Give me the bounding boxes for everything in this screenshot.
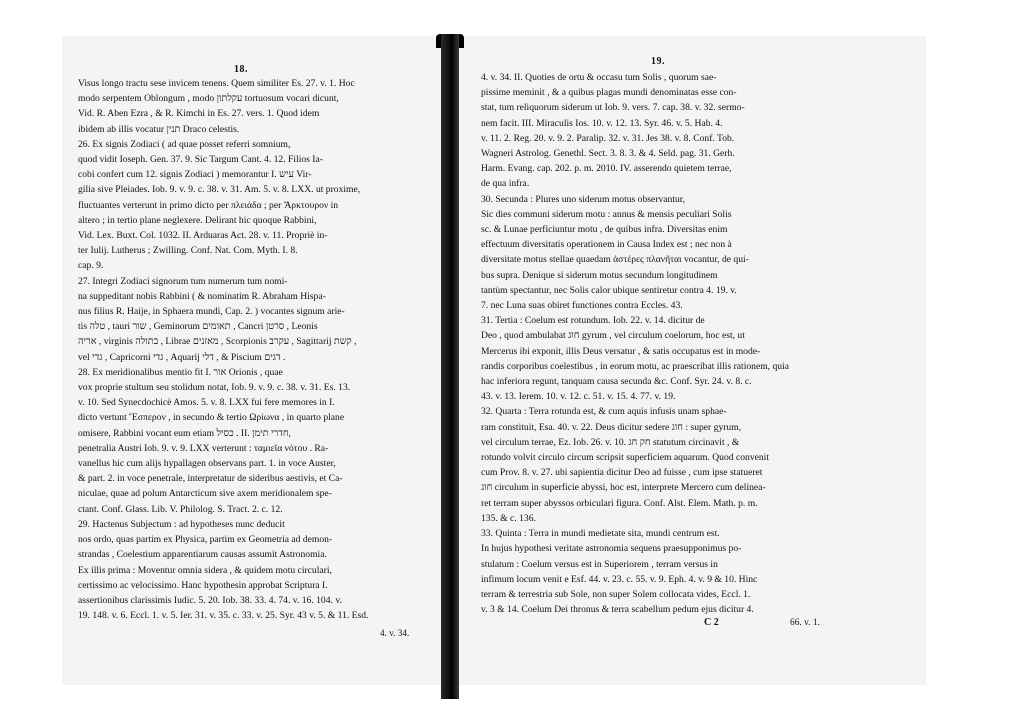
text-line: modo serpentem Oblongum , modo עקלתון tortuosum vocari dicunt, <box>78 93 339 105</box>
text-line: 19. 148. v. 6. Eccl. 1. v. 5. Ier. 31. v. 35. c. 33. v. 25. Syr. 43 v. 5. & 11. Esd. <box>78 610 369 622</box>
text-line: 33. Quinta : Terra in mundi medietate sita, mundi centrum est. <box>481 528 720 540</box>
text-line: vel גדי , Capricorni גדי , Aquarij דלי , & Piscium דגים . <box>78 351 286 363</box>
text-line: Vid. Lex. Buxt. Col. 1032. II. Arduaras Act. 28. v. 11. Propriè in- <box>78 230 328 242</box>
text-line: v. 10. Sed Synecdochicè Amos. 5. v. 8. LXX fui fere memores in I. <box>78 397 335 409</box>
text-line: nos ordo, quas partim ex Physica, partim ex Geometria ad demon- <box>78 534 333 546</box>
text-line: fluctuantes verterunt in primo dicto per πλειάδα ; per Ἄρκτουρον in <box>78 199 339 211</box>
text-line: rotundo volvit circulo circum scripsit superficiem aquarum. Quod convenit <box>481 452 770 464</box>
text-line: 4. v. 34. II. Quoties de ortu & occasu tum Solis , quorum sae- <box>481 72 717 83</box>
signature-mark: C 2 <box>704 617 719 628</box>
text-line: v. 3 & 14. Coelum Dei thronus & terra scabellum pedum ejus dicitur 4. <box>481 604 754 616</box>
text-line: 27. Integri Zodiaci signorum tum numerum tum nomi- <box>78 275 288 287</box>
text-line: In hujus hypothesi veritate astronomia sequens praesupponimus po- <box>481 543 742 555</box>
text-line: Deo , quod ambulabat חוג gyrum , vel circulum coelorum, hoc est, ut <box>481 330 745 342</box>
text-line: dicto vertunt Ἔσπερον , in secundo & tertio Ωρίωνα , in quarto plane <box>78 412 345 424</box>
text-line: gilia sive Pleiades. Iob. 9. v. 9. c. 38. v. 31. Am. 5. v. 8. LXX. ut proxime, <box>78 184 361 196</box>
text-line: effectuum diversitatis operationem in Causa Index est ; nec non à <box>481 239 732 251</box>
text-line: 28. Ex meridionalibus mentio fit I. אור Orionis , quae <box>78 366 283 378</box>
text-line: Vid. R. Aben Ezra , & R. Kimchi in Es. 27. vers. 1. Quod idem <box>78 108 320 120</box>
text-line: Harm. Evang. cap. 202. p. m. 2010. IV. asserendo quietem terrae, <box>481 163 732 175</box>
text-line: vel circulum terrae, Ez. Iob. 26. v. 10. חק חג statutum circinavit , & <box>481 436 740 448</box>
text-line: strandas , Coelestium apparentiarum causas assumit Astronomia. <box>78 549 327 561</box>
text-line: Ex illis prima : Moventur omnia sidera , & quidem motu circulari, <box>78 564 332 576</box>
text-line: certissimo ac velocissimo. Hanc hypothesin approbat Scriptura I. <box>78 579 328 591</box>
text-line: omisere, Rabbini vocant eum etiam כסיל . II. חדרי תימן, <box>78 427 291 439</box>
text-line: quod vidit Ioseph. Gen. 37. 9. Sic Targum Cant. 4. 12. Filios Ia- <box>78 154 323 166</box>
right-page-number: 19. <box>651 56 665 67</box>
left-page-number: 18. <box>234 64 248 75</box>
text-line: Wagneri Astrolog. Genethl. Sect. 3. 8. 3. & 4. Seld. pag. 31. Gerh. <box>481 148 735 160</box>
text-line: vox proprie stultum seu stolidum notat, Iob. 9. v. 9. c. 38. v. 31. Es. 13. <box>78 382 351 394</box>
text-line: bus supra. Denique si siderum motus secundum longitudinem <box>481 269 718 281</box>
text-line: hac inferiora regunt, tanquam causa secunda &c. Conf. Syr. 24. v. 8. c. <box>481 376 752 388</box>
text-line: 32. Quarta : Terra rotunda est, & cum aquis infusis unam sphae- <box>481 406 727 418</box>
text-line: 135. & c. 136. <box>481 512 536 524</box>
text-line: & part. 2. in voce penetrale, interpretatur de sideribus aestivis, et Ca- <box>78 473 343 485</box>
text-line: חוג circulum in superficie abyssi, hoc est, interprete Mercero cum delinea- <box>481 482 766 494</box>
text-line: ibidem ab illis vocatur תנין Draco celestis. <box>78 123 240 135</box>
text-line: niculae, quae ad polum Antarcticum sive axem meridionalem spe- <box>78 488 332 500</box>
left-page-text <box>78 76 418 623</box>
text-line: altero ; in tertio plane neglexere. Delirant hic quoque Rabbini, <box>78 214 317 226</box>
text-line: infimum locum venit e Esf. 44. v. 23. c. 55. v. 9. Eph. 4. v. 9 & 10. Hinc <box>481 573 758 585</box>
text-line: 31. Tertia : Coelum est rotundum. Iob. 22. v. 14. dicitur de <box>481 315 705 327</box>
text-line: Sic dies communi siderum motu : annus & mensis peculiari Solis <box>481 208 732 220</box>
text-line: de qua infra. <box>481 178 530 190</box>
text-line: stulatum : Coelum versus est in Superiorem , terram versus in <box>481 558 718 570</box>
text-line: ret terram super abyssos orbiculari figura. Conf. Alst. Elem. Math. p. m. <box>481 497 758 509</box>
text-line: 30. Secunda : Plures uno siderum motus observantur, <box>481 193 685 205</box>
text-line: randis corporibus coelestibus , in eorum motu, ac praescribat illis rationem, quia <box>481 360 789 372</box>
text-line: ram constituit, Esa. 40. v. 22. Deus dicitur sedere חוג : super gyrum, <box>481 421 742 433</box>
right-page-text <box>481 70 833 617</box>
text-line: v. 11. 2. Reg. 20. v. 9. 2. Paralip. 32. v. 31. Jes 38. v. 8. Conf. Tob. <box>481 132 735 144</box>
text-line: nem facit. III. Miraculis Ios. 10. v. 12. 13. Syr. 46. v. 5. Hab. 4. <box>481 117 723 129</box>
text-line: cum Prov. 8. v. 27. ubi sapientia dicitur Deo ad fuisse , cum ipse statueret <box>481 467 763 479</box>
text-line: cap. 9. <box>78 260 104 272</box>
text-line: assertionibus clarissimis Iudic. 5. 20. Iob. 38. 33. 4. 74. v. 16. 104. v. <box>78 594 342 606</box>
text-line: stat, tum reliquorum siderum ut Iob. 9. vers. 7. cap. 38. v. 32. sermo- <box>481 102 745 114</box>
text-line: 7. nec Luna suas obiret functiones contra Eccles. 43. <box>481 300 683 312</box>
right-catchword: 66. v. 1. <box>790 618 820 628</box>
text-line: pissime meminit , & a quibus plagas mundi denominatas esse con- <box>481 87 737 99</box>
text-line: ter Iulij. Lutherus ; Zwilling. Conf. Nat. Com. Myth. I. 8. <box>78 245 298 257</box>
text-line: terram & terrestria sub Sole, non super Solem collocata vides, Eccl. 1. <box>481 588 751 600</box>
book-gutter <box>441 34 459 699</box>
text-line: Mercerus ibi exponit, illis Deus versatur , & satis occupatus est in mode- <box>481 345 761 357</box>
text-line: na suppeditant nobis Rabbini ( & nominatim R. Abraham Hispa- <box>78 290 326 302</box>
text-line: Visus longo tractu sese invicem tenens. Quem similiter Es. 27. v. 1. Hoc <box>78 78 355 89</box>
text-line: sc. & Lunae perficiuntur motu , de quibus infra. Diversitas enim <box>481 224 728 236</box>
text-line: 29. Hactenus Subjectum : ad hypotheses nunc deducit <box>78 518 285 530</box>
text-line: vanellus hic cum alijs hypallagen observans part. 1. in voce Auster, <box>78 458 336 470</box>
text-line: tis טלה , tauri שור , Geminorum תאומים , Cancri סרטן , Leonis <box>78 321 318 333</box>
text-line: 43. v. 13. Ierem. 10. v. 12. c. 51. v. 15. 4. 77. v. 19. <box>481 391 676 403</box>
text-line: penetralia Austri Iob. 9. v. 9. LXX verterunt : ταμιεῖα νότου . Ra- <box>78 442 329 454</box>
text-line: tantùm spectantur, nec Solis calor ubique sentiretur contra 4. 19. v. <box>481 284 737 296</box>
text-line: אריה , virginis בתולה , Librae מאזנים , Scorpionis עקרב , Sagittarij קשת , <box>78 336 357 348</box>
text-line: 26. Ex signis Zodiaci ( ad quae posset referri somnium, <box>78 138 291 150</box>
left-catchword: 4. v. 34. <box>380 628 410 638</box>
text-line: diversitate motus stellae quaedam ἀστέρες πλανῆται vocantur, de qui- <box>481 254 749 266</box>
text-line: nus filius R. Haije, in Sphaera mundi, Cap. 2. ) vocantes signum arie- <box>78 306 345 318</box>
text-line: cobi confert cum 12. signis Zodiaci ) memorantur I. עיש Vir- <box>78 169 312 181</box>
text-line: ctant. Conf. Glass. Lib. V. Philolog. S. Tract. 2. c. 12. <box>78 503 283 515</box>
